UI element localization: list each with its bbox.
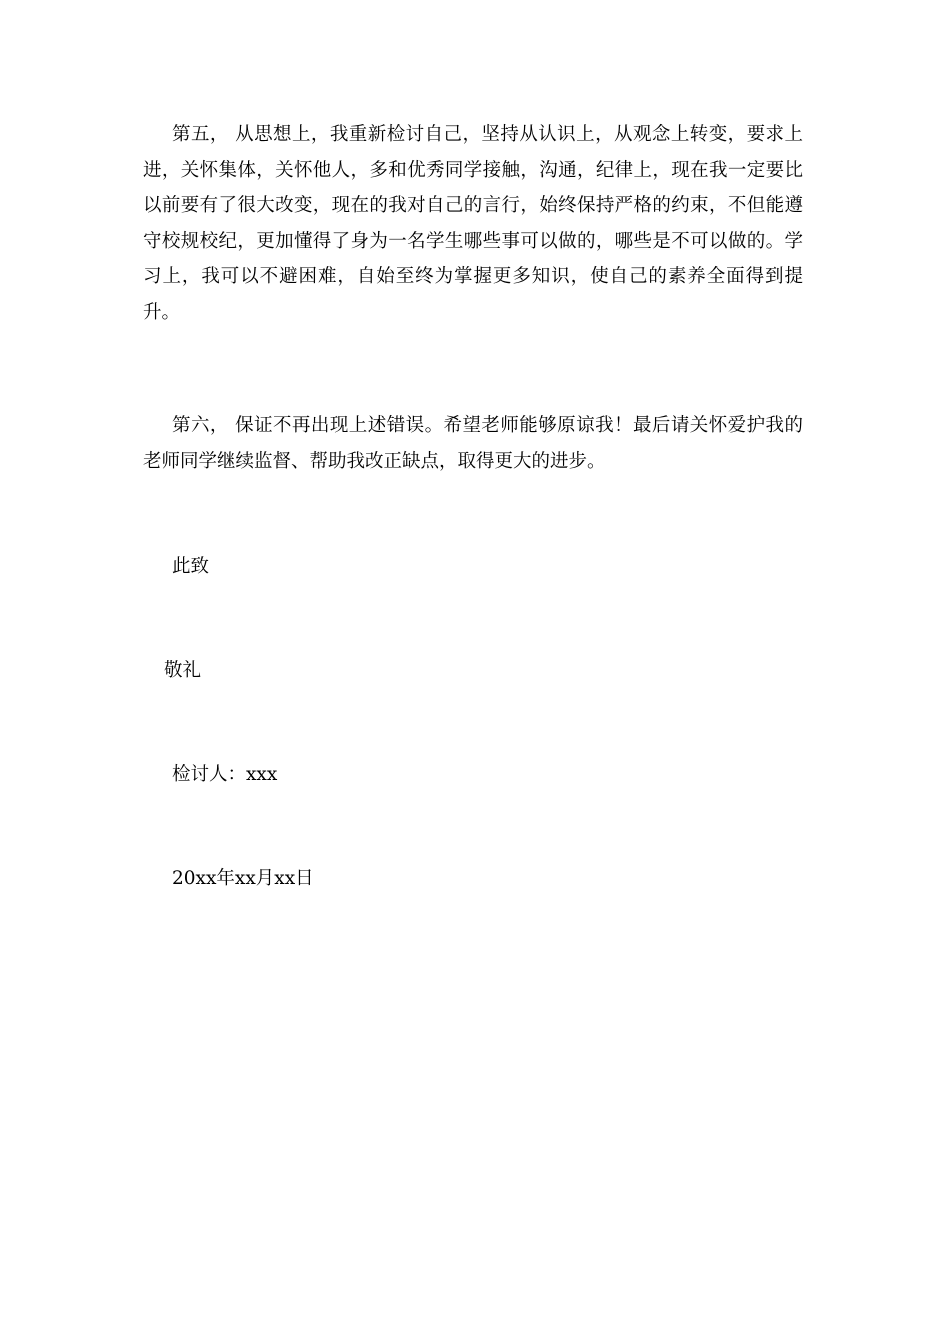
signer-line: 检讨人：xxx [172, 764, 278, 785]
paragraph-fifth-point: 第五， 从思想上，我重新检讨自己，坚持从认识上，从观念上转变，要求上进，关怀集体，关怀他人，多和优秀同学接触，沟通，纪律上，现在我一定要比以前要有了很大改变，现在的我对自己的言行，始终保持严格的约束，不但能遵守校规校纪，更加懂得了身为一名学生哪些事可以做的，哪些是不可以做的。学习上，我可以不避困难，自始至终为掌握更多知识，使自己的素养全面得到提升。 [143, 124, 803, 323]
date-line: 20xx年xx月xx日 [172, 868, 314, 889]
closing-regards: 敬礼 [164, 660, 202, 681]
paragraph-sixth-point: 第六， 保证不再出现上述错误。希望老师能够原谅我！最后请关怀爱护我的老师同学继续监督、帮助我改正缺点，取得更大的进步。 [143, 415, 803, 472]
closing-salutation: 此致 [172, 556, 210, 577]
